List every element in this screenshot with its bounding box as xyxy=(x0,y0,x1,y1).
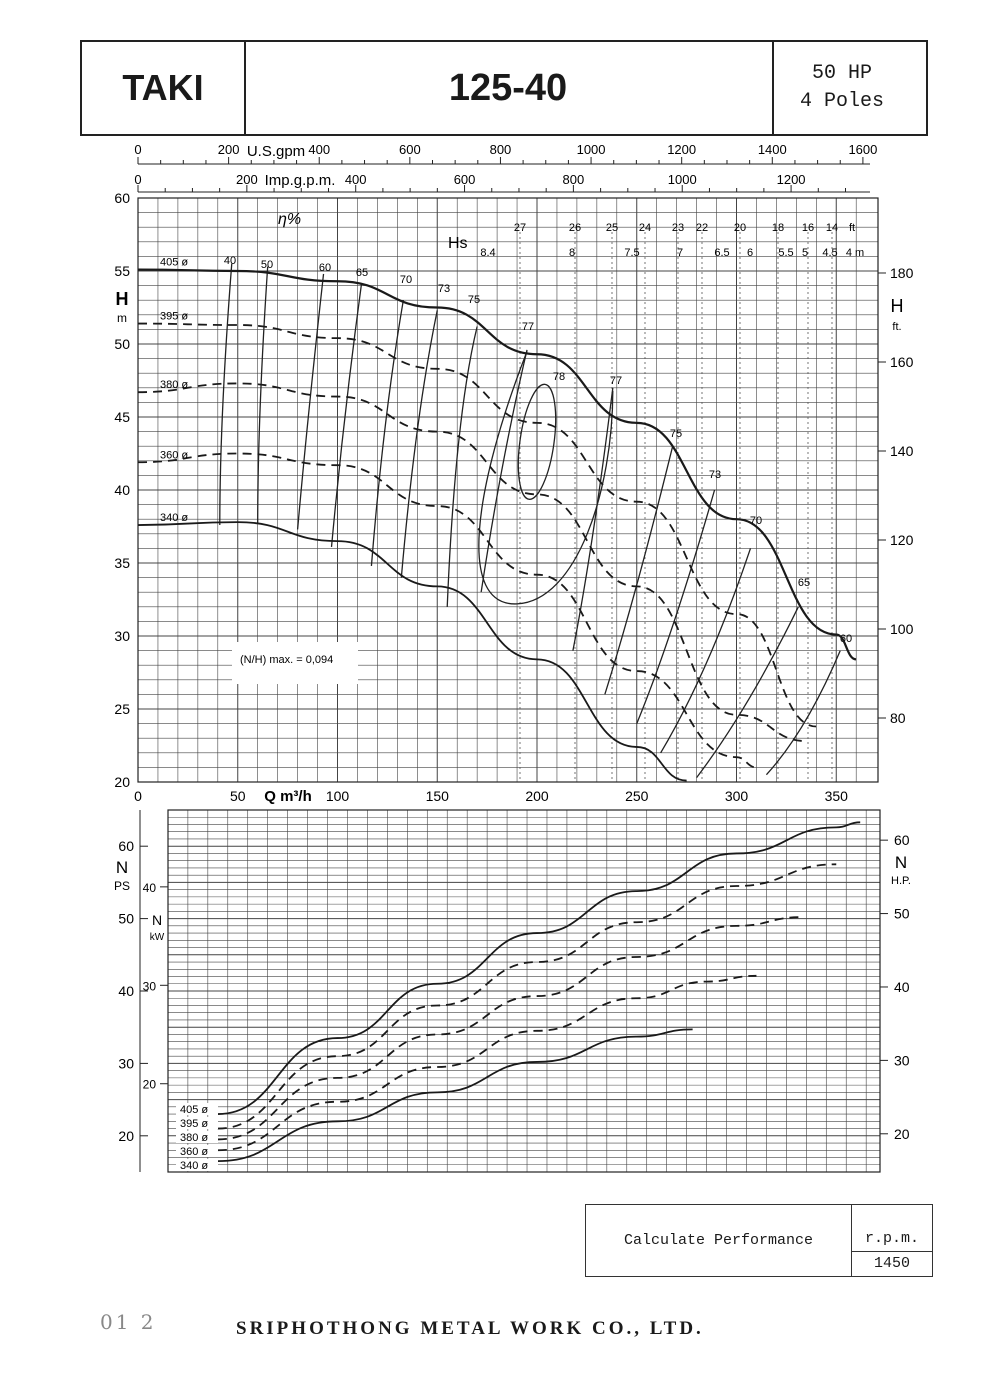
efficiency-label: 75 xyxy=(669,428,683,440)
ft-tick-label: 160 xyxy=(890,353,914,370)
hp-axis-label: N xyxy=(894,853,908,872)
nh-ratio-annotation: (N/H) max. = 0,094 xyxy=(240,654,334,666)
head-curve-label: 405 ø xyxy=(160,256,189,269)
kw-tick-label: 30 xyxy=(142,979,156,994)
h-tick-label: 55 xyxy=(114,263,130,279)
efficiency-label: 77 xyxy=(521,321,535,333)
efficiency-symbol: η% xyxy=(278,211,302,228)
npsh-m-label: 6 xyxy=(746,247,754,259)
ps-axis-unit: PS xyxy=(113,879,131,893)
q-tick-label: 300 xyxy=(724,788,749,804)
head-curve-label: 360 ø xyxy=(160,449,189,462)
efficiency-isoline xyxy=(481,350,527,592)
efficiency-label: 70 xyxy=(399,274,413,286)
page-number: 01 2 xyxy=(100,1310,157,1334)
npsh-m-label: 6.5 xyxy=(714,247,730,259)
h-axis-unit: m xyxy=(117,311,127,325)
efficiency-label: 60 xyxy=(839,633,853,645)
efficiency-label: 65 xyxy=(355,267,369,279)
npsh-ft-label: 18 xyxy=(771,222,785,234)
efficiency-label: 40 xyxy=(223,255,237,267)
rpm-label: r.p.m. xyxy=(852,1227,932,1252)
efficiency-isoline xyxy=(258,267,268,524)
efficiency-label: 70 xyxy=(749,515,763,527)
efficiency-isoline xyxy=(401,310,437,577)
power-rating: 50 HP xyxy=(811,62,872,85)
h-tick-label: 50 xyxy=(114,336,130,352)
npsh-m-label: 8 xyxy=(568,247,576,259)
usgpm-tick-label: 200 xyxy=(217,142,240,157)
h-tick-label: 25 xyxy=(114,701,130,717)
q-tick-label: 200 xyxy=(525,788,549,804)
efficiency-label: 77 xyxy=(609,375,623,387)
npsh-ft-label: 23 xyxy=(671,222,685,234)
usgpm-tick-label: 1600 xyxy=(848,142,878,157)
power-curve-label: 360 ø xyxy=(180,1146,209,1158)
q-tick-label: 250 xyxy=(625,788,649,804)
efficiency-isoline xyxy=(298,274,324,529)
ps-tick-label: 50 xyxy=(118,910,134,927)
efficiency-label: 50 xyxy=(260,259,274,271)
efficiency-label: 65 xyxy=(797,577,811,589)
rpm-value: 1450 xyxy=(873,1255,910,1272)
power-curve xyxy=(218,917,803,1139)
q-tick-label: 350 xyxy=(824,788,848,804)
ft-tick-label: 140 xyxy=(890,442,914,459)
power-curve-label: 380 ø xyxy=(180,1132,209,1144)
npsh-label: Hs xyxy=(448,235,468,252)
npsh-m-label: 5.5 xyxy=(778,247,794,259)
h-tick-label: 30 xyxy=(114,628,130,644)
efficiency-isoline xyxy=(697,607,799,778)
ps-tick-label: 20 xyxy=(118,1127,134,1144)
npsh-ft-label: 25 xyxy=(605,222,619,234)
efficiency-isoline xyxy=(447,326,477,606)
npsh-ft-label: 26 xyxy=(568,222,582,234)
efficiency-label: 78 xyxy=(552,371,566,383)
npsh-m-label: 8.4 xyxy=(480,247,496,259)
h-tick-label: 35 xyxy=(114,555,130,571)
q-tick-label: 150 xyxy=(425,788,449,804)
npsh-m-label: 4 m xyxy=(845,247,865,259)
hp-tick-label: 20 xyxy=(894,1125,910,1142)
imp-tick-label: 200 xyxy=(235,172,258,187)
calculate-performance-label: Calculate Performance xyxy=(586,1205,852,1276)
imp-tick-label: 1200 xyxy=(776,172,806,187)
head-curve-label: 340 ø xyxy=(160,512,189,525)
kw-axis-unit: kW xyxy=(149,932,165,943)
npsh-ft-label: 20 xyxy=(733,222,747,234)
q-axis-label: Q m³/h xyxy=(264,788,312,805)
ft-tick-label: 120 xyxy=(890,531,914,548)
brand-name: TAKI xyxy=(82,42,246,134)
h-axis-label: H xyxy=(115,289,129,309)
usgpm-tick-label: 600 xyxy=(398,142,421,157)
imp-tick-label: 400 xyxy=(344,172,367,187)
power-curve-label: 395 ø xyxy=(180,1118,209,1130)
hp-tick-label: 50 xyxy=(894,905,910,922)
q-tick-label: 100 xyxy=(325,788,350,804)
hp-tick-label: 40 xyxy=(894,978,910,995)
ps-axis-label: N xyxy=(115,858,129,877)
head-curve-label: 395 ø xyxy=(160,310,189,323)
npsh-m-label: 7 xyxy=(676,247,684,259)
efficiency-isoline xyxy=(766,651,840,775)
npsh-ft-label: 22 xyxy=(695,222,709,234)
imp-tick-label: 600 xyxy=(453,172,476,187)
h-tick-label: 20 xyxy=(114,774,130,790)
ps-tick-label: 60 xyxy=(118,838,134,855)
kw-tick-label: 20 xyxy=(142,1077,156,1092)
usgpm-tick-label: 800 xyxy=(489,142,512,157)
npsh-m-label: 7.5 xyxy=(624,247,640,259)
power-curve-label: 340 ø xyxy=(180,1160,209,1172)
ft-tick-label: 100 xyxy=(890,620,914,637)
q-tick-label: 0 xyxy=(134,788,142,804)
usgpm-tick-label: 1200 xyxy=(667,142,697,157)
npsh-ft-label: ft xyxy=(848,222,856,234)
efficiency-isoline xyxy=(332,284,362,547)
pump-model: 125-40 xyxy=(244,42,774,134)
npsh-m-label: 5 xyxy=(801,247,809,259)
usgpm-tick-label: 400 xyxy=(308,142,331,157)
head-curve xyxy=(138,454,756,768)
usgpm-axis-label: U.S.gpm xyxy=(246,143,306,160)
hp-tick-label: 60 xyxy=(894,832,910,849)
company-name: SRIPHOTHONG METAL WORK CO., LTD. xyxy=(236,1318,704,1339)
imp-tick-label: 1000 xyxy=(667,172,697,187)
ft-tick-label: 180 xyxy=(890,264,914,281)
npsh-ft-label: 14 xyxy=(825,222,839,234)
performance-box xyxy=(585,1204,933,1277)
efficiency-isoline xyxy=(371,300,403,566)
npsh-m-label: 4.5 xyxy=(822,247,838,259)
efficiency-label: 60 xyxy=(318,262,332,274)
ps-tick-label: 40 xyxy=(118,983,134,999)
kw-axis-label: N xyxy=(151,912,163,928)
usgpm-tick-label: 1000 xyxy=(576,142,606,157)
power-curve-label: 405 ø xyxy=(180,1104,209,1116)
efficiency-isoline xyxy=(220,264,232,525)
ft-axis-label: H xyxy=(890,296,904,316)
h-tick-label: 45 xyxy=(114,409,130,425)
hp-axis-unit: H.P. xyxy=(891,875,911,887)
imp-tick-label: 0 xyxy=(134,172,142,187)
power-curve xyxy=(218,822,860,1114)
h-tick-label: 40 xyxy=(114,482,130,498)
ft-axis-unit: ft. xyxy=(892,321,902,333)
efficiency-label: 73 xyxy=(437,283,451,295)
ft-tick-label: 80 xyxy=(890,709,906,726)
ps-tick-label: 30 xyxy=(118,1055,134,1072)
npsh-ft-label: 16 xyxy=(801,222,815,234)
hp-tick-label: 30 xyxy=(894,1052,910,1069)
h-tick-label: 60 xyxy=(114,190,130,206)
head-curve-label: 380 ø xyxy=(160,379,189,392)
usgpm-tick-label: 1400 xyxy=(757,142,787,157)
pole-count: 4 Poles xyxy=(799,90,884,113)
npsh-ft-label: 24 xyxy=(638,222,652,234)
efficiency-label: 75 xyxy=(467,294,481,306)
imp-tick-label: 800 xyxy=(562,172,585,187)
kw-tick-label: 40 xyxy=(142,880,156,895)
q-tick-label: 50 xyxy=(229,788,246,804)
imp-axis-label: Imp.g.p.m. xyxy=(264,172,336,189)
efficiency-label: 73 xyxy=(708,469,722,481)
npsh-ft-label: 27 xyxy=(513,222,527,234)
usgpm-tick-label: 0 xyxy=(134,142,142,157)
